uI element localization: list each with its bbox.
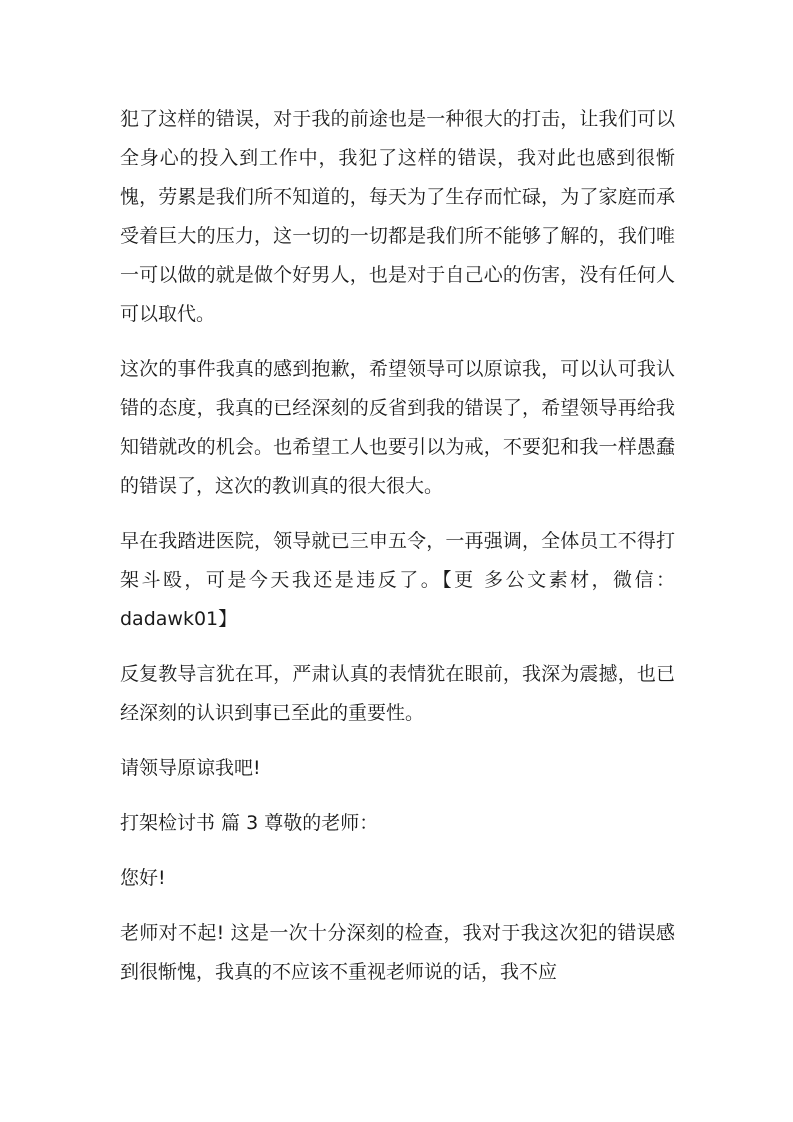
paragraph-3: 早在我踏进医院，领导就已三申五令，一再强调，全体员工不得打架斗殴，可是今天我还是违反了。【更 多公文素材，微信：dadawk01】 (120, 530, 675, 630)
paragraph-1: 犯了这样的错误，对于我的前途也是一种很大的打击，让我们可以全身心的投入到工作中，我犯了这样的错误，我对此也感到很惭愧，劳累是我们所不知道的，每天为了生存而忙碌，为了家庭而承受着巨大的压力，这一切的一切都是我们所不能够了解的，我们唯一可以做的就是做个好男人，也是对于自己心的伤害，没有任何人可以取代。 (120, 108, 675, 325)
paragraph-4: 反复教导言犹在耳，严肃认真的表情犹在眼前，我深为震撼，也已经深刻的认识到事已至此的重要性。 (120, 663, 675, 724)
greeting: 您好! (120, 867, 166, 889)
paragraph-2: 这次的事件我真的感到抱歉，希望领导可以原谅我，可以认可我认错的态度，我真的已经深刻的反省到我的错误了，希望领导再给我知错就改的机会。也希望工人也要引以为戒，不要犯和我一样愚蠢的错误了，这次的教训真的很大很大。 (120, 358, 675, 497)
section-heading: 打架检讨书 篇 3 尊敬的老师： (120, 812, 379, 834)
document-body (120, 100, 675, 1008)
paragraph-5: 请领导原谅我吧! (120, 757, 261, 779)
paragraph-8: 老师对不起! 这是一次十分深刻的检查，我对于我这次犯的错误感到很惭愧，我真的不应该不重视老师说的话，我不应 (120, 922, 675, 983)
